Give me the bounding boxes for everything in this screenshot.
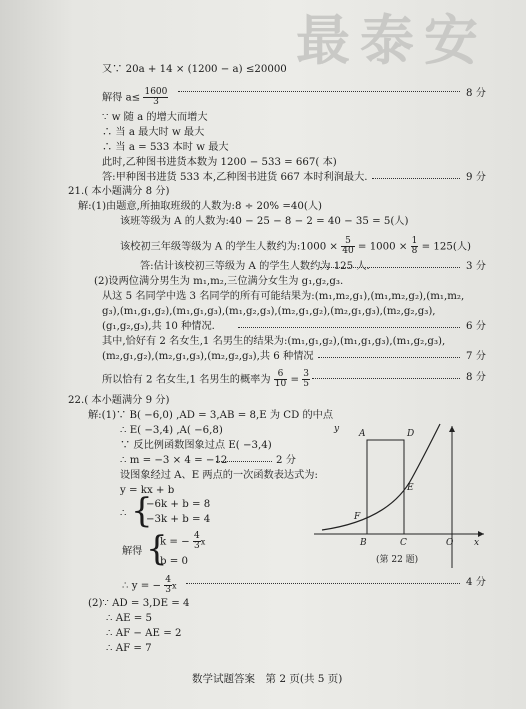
dotted-leader bbox=[318, 357, 460, 358]
denominator: 40 bbox=[342, 246, 354, 256]
text-line: ∵ 反比例函数图象过点 E( −3,4) bbox=[120, 440, 272, 451]
figure-caption: (第 22 题) bbox=[376, 555, 419, 565]
score: 4 分 bbox=[466, 577, 486, 588]
text-line: (2)设两位满分男生为 m₁,m₂,三位满分女生为 g₁,g₂,g₃. bbox=[94, 276, 344, 287]
x-axis-label: x bbox=[474, 538, 480, 548]
point-d-label: D bbox=[407, 429, 415, 439]
text-line: 从这 5 名同学中选 3 名同学的所有可能结果为:(m₁,m₂,g₁),(m₁,m₂,g₂),(m₁,m₂, bbox=[102, 291, 465, 302]
text-line: ∴ E( −3,4) ,A( −6,8) bbox=[120, 425, 223, 436]
score: 3 分 bbox=[466, 261, 486, 272]
point-f-label: F bbox=[354, 512, 361, 522]
dotted-leader bbox=[186, 583, 460, 584]
text-line: ∵ w 随 a 的增大而增大 bbox=[102, 112, 208, 123]
numerator: 4 bbox=[193, 531, 200, 541]
text-line: ∴ AE = 5 bbox=[106, 613, 153, 624]
numerator: 1600 bbox=[144, 87, 168, 97]
dotted-leader bbox=[216, 461, 272, 462]
left-brace: { bbox=[146, 529, 168, 569]
text-line: ∴ 当 a 最大时 w 最大 bbox=[102, 127, 205, 138]
text-span: 所以恰有 2 名女生,1 名男生的概率为 bbox=[102, 374, 271, 386]
text-line: 答:估计该校初三等级为 A 的学生人数约为 125 人. bbox=[140, 261, 370, 272]
text-span: = 1000 × bbox=[357, 241, 408, 253]
left-brace: { bbox=[131, 491, 153, 531]
fraction bbox=[274, 370, 287, 389]
denominator: 3 bbox=[193, 541, 200, 551]
text-span: 解得 a≤ bbox=[102, 92, 141, 104]
text-line: (m₂,g₁,g₂),(m₂,g₁,g₃),(m₂,g₂,g₃),共 6 种情况 bbox=[102, 351, 314, 362]
text-span: k = − bbox=[160, 536, 190, 548]
point-e-label: E bbox=[407, 483, 414, 493]
score: 9 分 bbox=[466, 172, 486, 183]
point-b-label: B bbox=[360, 538, 367, 548]
text-line bbox=[122, 576, 177, 595]
origin-label: O bbox=[446, 538, 454, 548]
denominator: 3 bbox=[165, 585, 172, 595]
y-axis-arrow bbox=[449, 426, 455, 432]
text-line: 此时,乙种图书进货本数为 1200 − 533 = 667( 本) bbox=[102, 157, 337, 168]
x-axis-arrow bbox=[478, 531, 484, 537]
numerator: 6 bbox=[274, 370, 287, 380]
text-span: ∴ y = − bbox=[122, 580, 162, 592]
text-span: x bbox=[172, 581, 177, 591]
point-a-label: A bbox=[359, 429, 366, 439]
figure-22 bbox=[314, 420, 494, 570]
dotted-leader bbox=[320, 267, 460, 268]
text-line: 其中,恰好有 2 名女生,1 名男生的结果为:(m₁,g₁,g₂),(m₁,g₁,g₃),(m₁,g₂,g₃), bbox=[102, 336, 446, 347]
text-span: = 125(人) bbox=[421, 241, 471, 253]
text-line bbox=[120, 237, 471, 256]
text-line: b = 0 bbox=[160, 556, 189, 567]
denominator: 8 bbox=[411, 246, 418, 256]
text-line: y = kx + b bbox=[120, 485, 175, 496]
score: 8 分 bbox=[466, 372, 486, 383]
dotted-leader bbox=[238, 327, 460, 328]
text-line: 解得 bbox=[122, 546, 143, 557]
fraction bbox=[411, 237, 419, 256]
score: 8 分 bbox=[466, 88, 486, 99]
fraction bbox=[164, 576, 172, 595]
text-line: 解:(1)由题意,所抽取班级的人数为:8 ÷ 20% =40(人) bbox=[78, 201, 322, 212]
text-line bbox=[102, 370, 310, 389]
text-line bbox=[102, 88, 168, 107]
numerator: 4 bbox=[165, 575, 172, 585]
fraction bbox=[341, 237, 354, 256]
text-line: 该班等级为 A 的人数为:40 − 25 − 8 − 2 = 40 − 35 = 5(人) bbox=[120, 216, 409, 227]
text-line: 又∵ 20a + 14 × (1200 − a) ≤20000 bbox=[102, 64, 287, 75]
text-line: (2)∵ AD = 3,DE = 4 bbox=[88, 598, 190, 609]
score: 2 分 bbox=[276, 455, 296, 466]
question-heading: 21.( 本小题满分 8 分) bbox=[68, 186, 170, 197]
text-line: ∴ AF − AE = 2 bbox=[106, 628, 182, 639]
question-heading: 22.( 本小题满分 9 分) bbox=[68, 395, 170, 406]
text-line: −3k + b = 4 bbox=[146, 514, 211, 525]
rectangle-abcd bbox=[367, 440, 404, 534]
text-line bbox=[160, 532, 205, 551]
text-line: ∴ m = −3 × 4 = −12 bbox=[120, 455, 228, 466]
text-line: −6k + b = 8 bbox=[146, 499, 211, 510]
fraction bbox=[193, 532, 201, 551]
point-c-label: C bbox=[400, 538, 407, 548]
score: 6 分 bbox=[466, 321, 486, 332]
text-line: ∴ AF = 7 bbox=[106, 643, 152, 654]
text-span: 该校初三年级等级为 A 的学生人数约为:1000 × bbox=[120, 241, 338, 253]
text-line: 解:(1)∵ B( −6,0) ,AD = 3,AB = 8,E 为 CD 的中点 bbox=[88, 410, 334, 421]
text-line: g₃),(m₁,g₁,g₂),(m₁,g₁,g₃),(m₁,g₂,g₃),(m₂,g₁,g₂),(m₂,g₁,g₃),(m₂,g₂,g₃), bbox=[102, 306, 436, 317]
dotted-leader bbox=[372, 178, 460, 179]
fraction bbox=[302, 370, 310, 389]
denominator: 10 bbox=[274, 379, 287, 389]
text-span: x bbox=[200, 537, 206, 547]
numerator: 1 bbox=[411, 236, 418, 246]
therefore-symbol: ∴ bbox=[120, 508, 127, 519]
dotted-leader bbox=[178, 91, 460, 92]
watermark: 最泰安 bbox=[296, 9, 488, 72]
text-line: 设图象经过 A、E 两点的一次函数表达式为: bbox=[120, 470, 318, 481]
score: 7 分 bbox=[466, 351, 486, 362]
y-axis-label: y bbox=[334, 424, 340, 434]
text-line: (g₁,g₂,g₃),共 10 种情况. bbox=[102, 321, 215, 332]
numerator: 3 bbox=[303, 369, 310, 379]
denominator: 5 bbox=[303, 379, 310, 389]
text-span: = bbox=[290, 374, 300, 386]
text-line: ∴ 当 a = 533 本时 w 最大 bbox=[102, 142, 229, 153]
page-footer: 数学试题答案 第 2 页(共 5 页) bbox=[192, 673, 343, 685]
numerator: 5 bbox=[341, 237, 354, 247]
dotted-leader bbox=[312, 378, 460, 379]
fraction bbox=[143, 88, 168, 107]
denominator: 3 bbox=[153, 97, 159, 107]
text-line: 答:甲种图书进货 533 本,乙种图书进货 667 本时利润最大. bbox=[102, 172, 368, 183]
